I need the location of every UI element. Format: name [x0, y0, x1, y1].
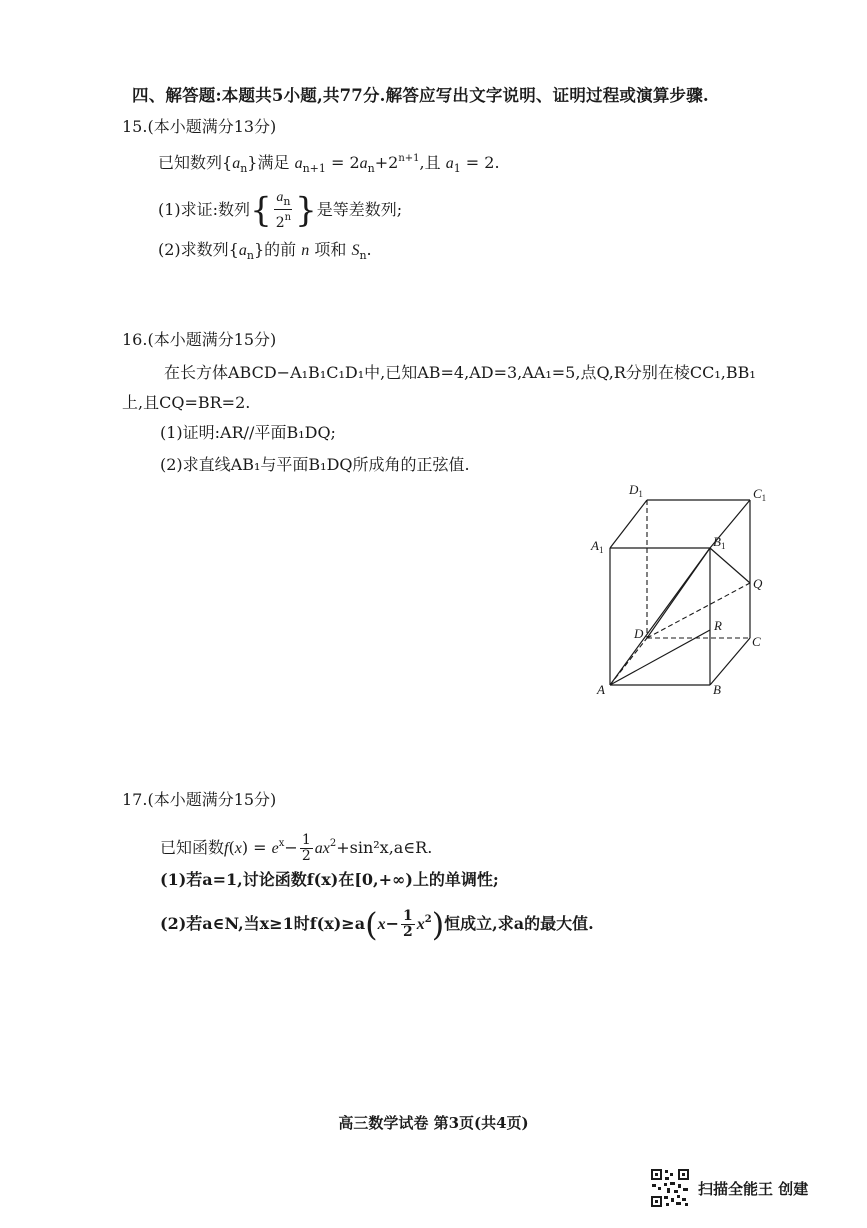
- cuboid-figure: [585, 480, 775, 705]
- label-a1: $A_1$: [591, 538, 604, 555]
- q16-part2: (2)求直线AB₁与平面B₁DQ所成角的正弦值.: [160, 455, 470, 474]
- label-c1: $C_1$: [753, 486, 767, 503]
- q16-header: 16.(本小题满分15分): [122, 330, 277, 349]
- q16-part1: (1)证明:AR//平面B₁DQ;: [160, 423, 336, 442]
- edge-bc: [710, 638, 750, 685]
- label-q: Q: [753, 576, 763, 591]
- page-footer: 高三数学试卷 第3页(共4页): [338, 1114, 529, 1132]
- q15-part2: (2)求数列$\{a_n\}$的前 n 项和 $S_n$.: [158, 240, 372, 262]
- label-c: C: [752, 634, 761, 649]
- segment-b1q: [710, 548, 750, 583]
- watermark-text: 扫描全能王 创建: [698, 1179, 809, 1198]
- q17-part1: (1)若a=1,讨论函数f(x)在[0,+∞)上的单调性;: [160, 870, 499, 889]
- label-d1: $D_1$: [629, 482, 643, 499]
- segment-db1: [647, 548, 710, 638]
- q16-stem-line1: 在长方体ABCD−A₁B₁C₁D₁中,已知AB=4,AD=3,AA₁=5,点Q,R分别在棱CC₁,BB₁: [164, 363, 756, 382]
- label-b1: $B_1$: [713, 534, 726, 551]
- label-d: D: [634, 626, 644, 641]
- edge-a1d1: [610, 500, 647, 548]
- q15-stem: 已知数列$\{a_n\}$满足 $a_{n+1} = 2a_n+2^{n+1}$,且 $a_1 = 2$.: [158, 153, 500, 175]
- label-a: A: [597, 682, 605, 697]
- hidden-edge-ad: [610, 638, 647, 685]
- q17-stem: 已知函数$f(x) = e^x-$ $\frac{1}{2}$ $ax^2+\sin^2x,a\in R$.: [160, 832, 433, 864]
- q15-header: 15.(本小题满分13分): [122, 117, 277, 136]
- q17-header: 17.(本小题满分15分): [122, 790, 277, 809]
- hidden-segment-dq: [647, 583, 750, 638]
- q16-stem-line2: 上,且CQ=BR=2.: [122, 393, 251, 412]
- label-r: R: [714, 618, 722, 633]
- section-heading: 四、解答题:本题共5小题,共77分.解答应写出文字说明、证明过程或演算步骤.: [132, 86, 709, 105]
- label-b: B: [713, 682, 721, 697]
- qr-code-icon: [650, 1168, 690, 1208]
- q17-part2: (2)若a∈N,当x≥1时f(x)≥a(x− $\frac{1}{2}$ $x^2$)恒成立,求a的最大值.: [160, 905, 594, 944]
- q15-part1: (1)求证:数列{ $\frac{a_n}{2^n}$ }是等差数列;: [158, 190, 403, 231]
- scanner-watermark: [650, 1168, 808, 1208]
